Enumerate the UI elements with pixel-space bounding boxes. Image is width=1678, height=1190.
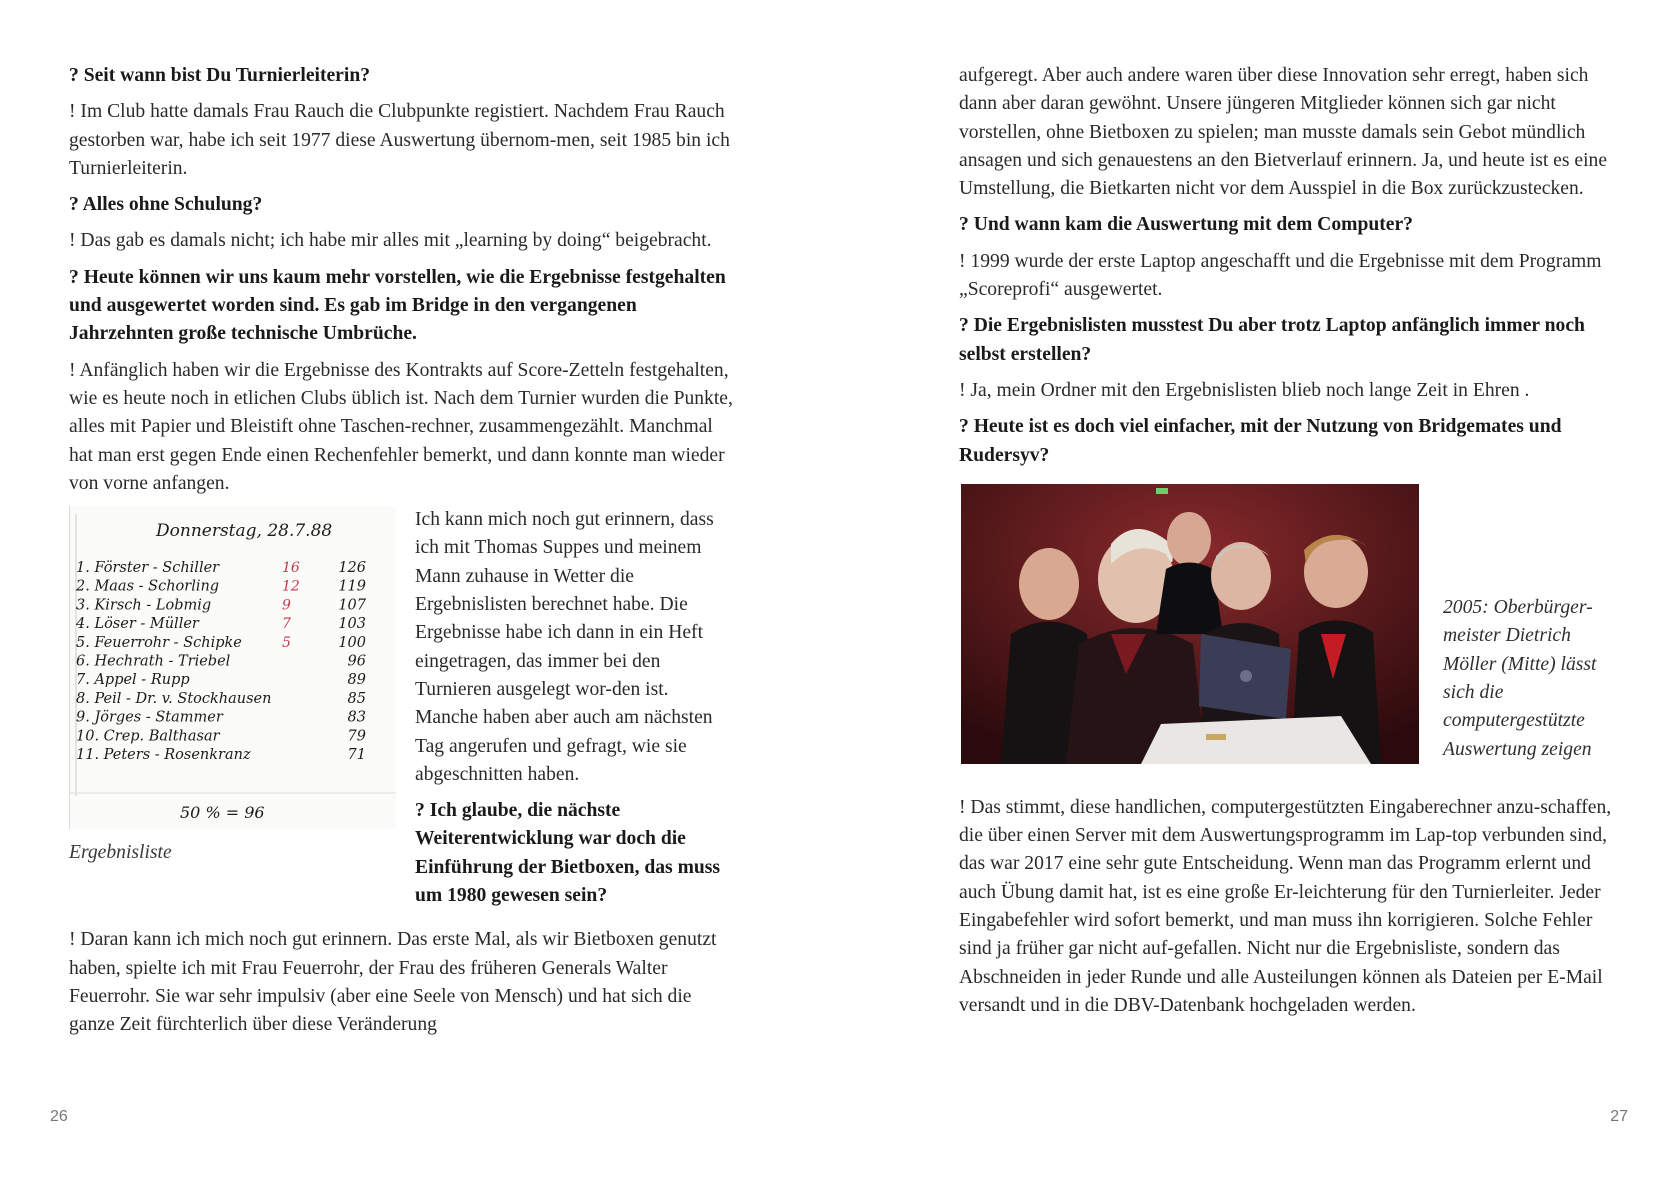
scan-row-name: 3. Kirsch - Lobmig <box>76 597 212 614</box>
side-text-column <box>415 506 733 918</box>
scan-row-mark: 5 <box>282 634 291 651</box>
device <box>1206 734 1226 740</box>
figure-caption: Ergebnisliste <box>69 842 172 864</box>
figure-and-text-row <box>69 506 733 918</box>
answer-5: ! 1999 wurde der erste Laptop angeschafft und die Ergebnisse mit dem Programm „Scoreprofi“ ausgewertet. <box>959 250 1602 301</box>
scan-row-name: 6. Hechrath - Triebel <box>76 653 231 670</box>
scan-row-score: 103 <box>338 616 366 633</box>
left-text-column <box>69 62 733 1048</box>
scan-row-mark: 9 <box>282 597 291 614</box>
scan-row-score: 119 <box>338 578 366 595</box>
handwritten-results-scan <box>69 506 396 829</box>
scan-row-name: 4. Löser - Müller <box>76 616 199 633</box>
scan-row-score: 71 <box>347 747 366 764</box>
exit-sign <box>1156 488 1168 494</box>
scan-row-score: 107 <box>338 597 366 614</box>
scan-row-score: 100 <box>338 634 366 651</box>
scan-row-name: 8. Peil - Dr. v. Stockhausen <box>76 691 272 708</box>
scan-row-score: 83 <box>347 709 366 726</box>
right-text-column <box>959 62 1629 1028</box>
answer-4: ! Daran kann ich mich noch gut erinnern. Das erste Mal, als wir Bietboxen genutzt haben, spielte ich mit Frau Feuerrohr, der Frau des früheren Generals Walter Feuerrohr. Sie war sehr impulsiv (aber eine Seele von Mensch) und hat sich die ganze Zeit fürchterlich über diese Veränderung <box>69 929 717 1036</box>
page-number-right: 27 <box>1610 1108 1628 1125</box>
scan-row-score: 85 <box>347 691 366 708</box>
question-6: ? Die Ergebnislisten musstest Du aber trotz Laptop anfänglich immer noch selbst erstellen? <box>959 315 1585 365</box>
answer-4-continued: aufgeregt. Aber auch andere waren über diese Innovation sehr erregt, haben sich dann aber daran gewöhnt. Unsere jüngeren Mitglieder können sich gar nicht vorstellen, ohne Bietboxen zu spielen; man musste damals sein Gebot mündlich ansagen und sich genauestens an den Bietverlauf erinnern. Ja, und heute ist es eine Umstellung, die Bietkarten nicht vor dem Ausspiel in die Box zurückzustecken. <box>959 65 1608 200</box>
answer-7: ! Das stimmt, diese handlichen, computergestützten Eingaberechner anzu-schaffen, die über einen Server mit dem Auswertungsprogramm im Lap-top verbunden sind, das war 2017 eine sehr gute Entscheidung. Wenn man das Programm erlernt und auch Übung damit hat, ist es eine große Er-leichterung für den Turnierleiter. Jeder Eingabefehler wird sofort bemerkt, und man muss ihn korrigieren. Solche Fehler sind ja früher gar nicht auf-gefallen. Nicht nur die Ergebnisliste, sondern das Abschneiden in jeder Runde und alle Austeilungen können als Dateien per E-Mail versandt und in die DBV-Datenbank hochgeladen werden. <box>959 796 1612 1016</box>
question-7: ? Heute ist es doch viel einfacher, mit der Nutzung von Bridgemates und Rudersyv? <box>959 416 1562 466</box>
scan-row-name: 2. Maas - Schorling <box>76 578 220 595</box>
scan-row-score: 126 <box>338 560 366 577</box>
question-2: ? Alles ohne Schulung? <box>69 194 263 216</box>
answer-1: ! Im Club hatte damals Frau Rauch die Clubpunkte registiert. Nachdem Frau Rauch gestorben war, habe ich seit 1977 diese Auswertung übernom-men, seit 1985 bin ich Turnierleiterin. <box>69 101 730 179</box>
scan-row-name: 11. Peters - Rosenkranz <box>76 747 251 764</box>
answer-3: ! Anfänglich haben wir die Ergebnisse des Kontrakts auf Score-Zetteln festgehalten, wie es heute noch in etlichen Clubs üblich ist. Nach dem Turnier wurden die Punkte, alles mit Papier und Bleistift ohne Taschen-rechner, zusammengezählt. Manchmal hat man erst gegen Ende einen Rechenfehler bemerkt, und dann konnte man wieder von vorne anfangen. <box>69 359 733 494</box>
scan-header: Donnerstag, 28.7.88 <box>156 521 333 542</box>
question-1: ? Seit wann bist Du Turnierleiterin? <box>69 65 371 86</box>
question-3: ? Heute können wir uns kaum mehr vorstellen, wie die Ergebnisse festgehalten und ausgewertet worden sind. Es gab im Bridge in den vergangenen Jahrzehnten große technische Umbrüche. <box>69 266 726 345</box>
scan-row-mark: 16 <box>282 560 300 577</box>
question-5: ? Und wann kam die Auswertung mit dem Computer? <box>959 214 1413 236</box>
scan-row-score: 96 <box>347 653 366 670</box>
scan-row-name: 5. Feuerrohr - Schipke <box>76 634 242 651</box>
question-4: ? Ich glaube, die nächste Weiterentwicklung war doch die Einführung der Bietboxen, das muss um 1980 gewesen sein? <box>415 800 721 907</box>
event-photo <box>961 484 1419 764</box>
answer-2: ! Das gab es damals nicht; ich habe mir alles mit „learning by doing“ beigebracht. <box>69 230 712 252</box>
right-page <box>839 0 1678 1190</box>
scan-row-mark: 12 <box>282 578 300 595</box>
answer-6: ! Ja, mein Ordner mit den Ergebnislisten blieb noch lange Zeit in Ehren . <box>959 379 1530 401</box>
results-list-figure <box>69 506 395 918</box>
scan-row-score: 89 <box>347 672 366 689</box>
side-paragraph: Ich kann mich noch gut erinnern, dass ich mit Thomas Suppes und meinem Mann zuhause in Wetter die Ergebnislisten berechnet habe. Die Ergebnisse habe ich dann in ein Heft eingetragen, das immer bei den Turnieren ausgelegt wor-den ist. Manche haben aber auch am nächsten Tag angerufen und gefragt, wie sie abgeschnitten haben. <box>415 509 714 785</box>
scan-row-name: 1. Förster - Schiller <box>76 560 220 577</box>
scan-row-name: 10. Crep. Balthasar <box>76 728 220 745</box>
scan-row-name: 9. Jörges - Stammer <box>76 709 223 726</box>
photo-caption: 2005: Oberbürger-meister Dietrich Möller (Mitte) lässt sich die computergestützte Auswertung zeigen <box>1443 597 1597 760</box>
scan-row-score: 79 <box>347 728 366 745</box>
scan-row-mark: 7 <box>282 616 291 633</box>
scan-row-name: 7. Appel - Rupp <box>76 672 190 689</box>
scan-footer: 50 % = 96 <box>180 803 265 823</box>
photo-block <box>961 484 1629 764</box>
page-number-left: 26 <box>50 1108 68 1125</box>
